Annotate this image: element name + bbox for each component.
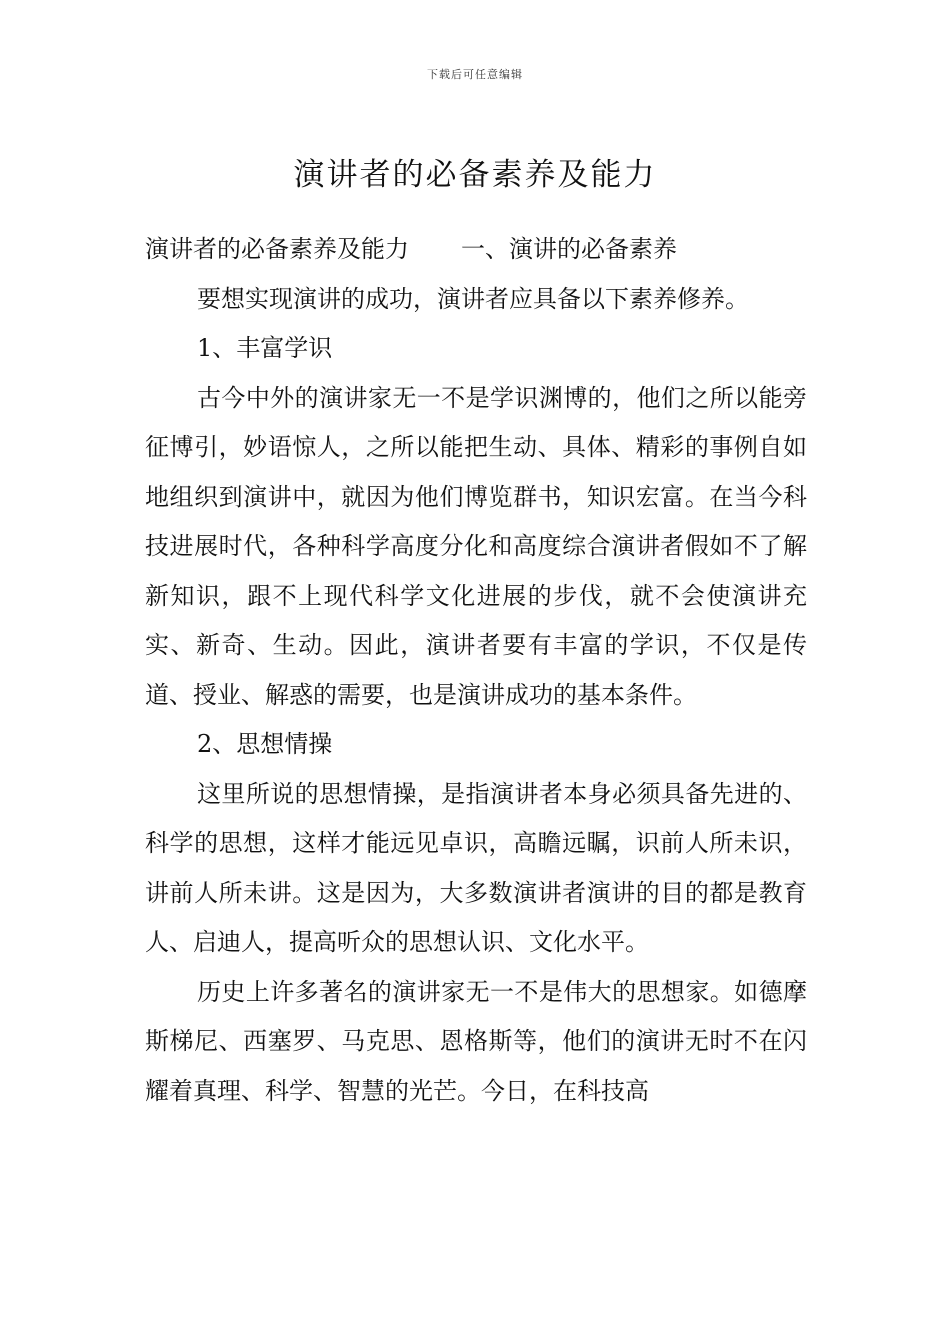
document-body — [145, 225, 807, 1116]
paragraph-history: 历史上许多著名的演讲家无一不是伟大的思想家。如德摩斯梯尼、西塞罗、马克思、恩格斯等，他们的演讲无时不在闪耀着真理、科学、智慧的光芒。今日，在科技高 — [145, 977, 807, 1105]
header-note: 下载后可任意编辑 — [427, 68, 523, 81]
intro-lead: 演讲者的必备素养及能力 — [145, 235, 409, 263]
paragraph-knowledge: 古今中外的演讲家无一不是学识渊博的，他们之所以能旁征博引，妙语惊人，之所以能把生动、具体、精彩的事例自如地组织到演讲中，就因为他们博览群书，知识宏富。在当今科技进展时代，各种科学高度分化和高度综合演讲者假如不了解新知识，跟不上现代科学文化进展的步伐，就不会使演讲充实、新奇、生动。因此，演讲者要有丰富的学识，不仅是传道、授业、解惑的需要，也是演讲成功的基本条件。 — [145, 383, 807, 709]
section-heading: 一、演讲的必备素养 — [461, 235, 677, 263]
subheading-knowledge: 1、丰富学识 — [197, 334, 333, 362]
paragraph-thought: 这里所说的思想情操，是指演讲者本身必须具备先进的、科学的思想，这样才能远见卓识，高瞻远瞩，识前人所未识，讲前人所未讲。这是因为，大多数演讲者演讲的目的都是教育人、启迪人，提高听众的思想认识、文化水平。 — [145, 779, 807, 956]
paragraph-intro: 要想实现演讲的成功，演讲者应具备以下素养修养。 — [197, 284, 749, 313]
intro-line — [145, 225, 807, 275]
document-title: 演讲者的必备素养及能力 — [293, 156, 657, 193]
subheading-thought: 2、思想情操 — [197, 730, 333, 758]
